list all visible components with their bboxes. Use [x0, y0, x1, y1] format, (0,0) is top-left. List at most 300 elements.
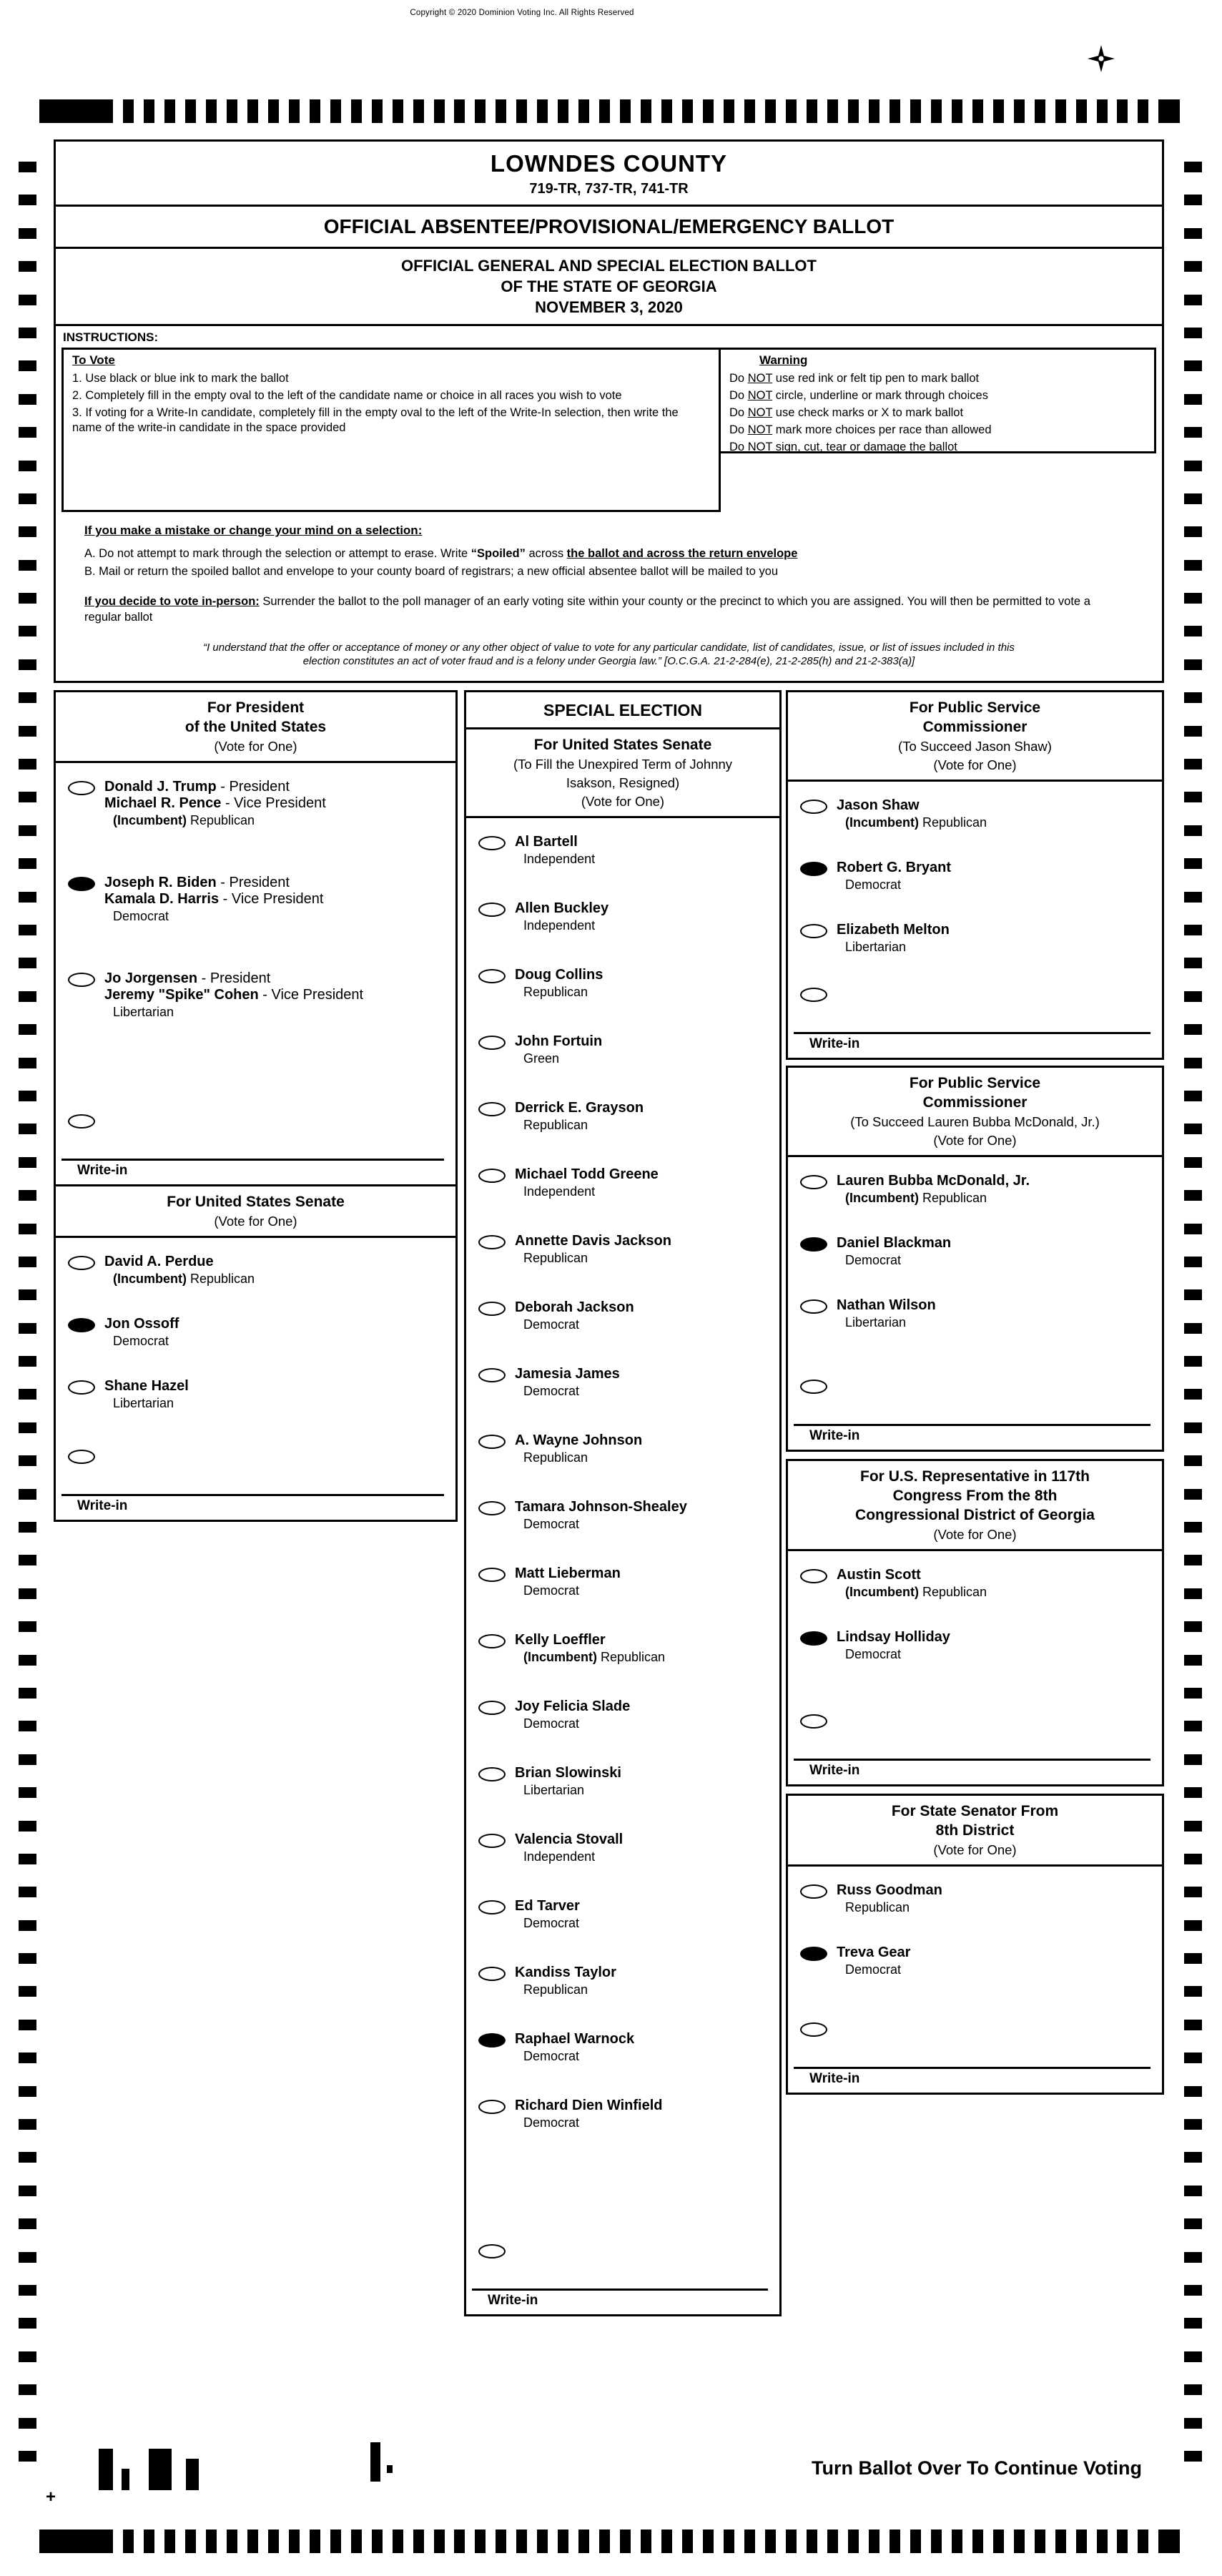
timing-mark	[372, 2530, 383, 2553]
timing-mark	[310, 99, 320, 123]
candidate-info	[104, 1316, 179, 1350]
candidate-info	[837, 860, 951, 893]
candidate-name: Joy Felicia Slade	[515, 1699, 631, 1714]
timing-mark	[1035, 2530, 1045, 2553]
timing-mark	[19, 1422, 36, 1433]
ballot-oval-empty[interactable]	[800, 1714, 827, 1729]
ballot-oval-empty[interactable]	[478, 836, 506, 850]
candidate-info	[515, 1565, 621, 1599]
ballot-oval-empty[interactable]	[478, 1102, 506, 1116]
write-in-label: Write-in	[794, 1424, 1150, 1445]
timing-mark	[1184, 560, 1202, 571]
candidate-info	[104, 970, 363, 1021]
candidate-row	[466, 834, 779, 867]
ballot-oval-empty[interactable]	[478, 1834, 506, 1848]
timing-mark	[1184, 526, 1202, 537]
timing-mark	[19, 2252, 36, 2263]
timing-mark	[620, 2530, 631, 2553]
election-title-section	[56, 249, 1162, 326]
timing-mark	[1184, 2451, 1202, 2462]
timing-mark	[910, 2530, 921, 2553]
timing-mark	[372, 99, 383, 123]
candidate-row	[466, 2031, 779, 2065]
timing-mark	[765, 99, 776, 123]
contest-header	[56, 1186, 455, 1238]
ballot-oval-filled[interactable]	[478, 2033, 506, 2047]
ballot-oval-empty[interactable]	[68, 1450, 95, 1464]
candidate-row	[466, 1632, 779, 1666]
timing-mark	[289, 99, 300, 123]
timing-mark	[1035, 99, 1045, 123]
timing-mark	[19, 1257, 36, 1267]
candidate-name: Ed Tarver	[515, 1898, 580, 1914]
timing-mark	[1184, 1588, 1202, 1599]
candidate-name: Deborah Jackson	[515, 1299, 634, 1315]
timing-mark	[1184, 1854, 1202, 1864]
timing-mark	[19, 1091, 36, 1101]
timing-mark	[1184, 1190, 1202, 1201]
timing-mark	[330, 99, 341, 123]
candidate-name: Shane Hazel	[104, 1378, 189, 1394]
write-in-space[interactable]	[788, 1394, 1162, 1424]
not-emphasis: NOT	[747, 441, 773, 453]
candidate-info	[515, 1299, 634, 1333]
write-in-oval-row	[788, 985, 1162, 1002]
candidate-name: Jon Ossoff	[104, 1316, 179, 1332]
not-emphasis: NOT	[747, 372, 773, 385]
timing-mark	[682, 2530, 693, 2553]
candidate-row	[466, 1166, 779, 1200]
alignment-bar	[99, 2449, 113, 2490]
contest-header	[788, 1461, 1162, 1551]
timing-mark	[516, 2530, 527, 2553]
timing-mark	[247, 2530, 258, 2553]
timing-mark	[19, 2285, 36, 2296]
timing-mark	[869, 99, 879, 123]
write-in-space[interactable]	[56, 1129, 455, 1159]
timing-mark	[19, 360, 36, 371]
timing-mark	[1184, 1389, 1202, 1400]
timing-mark	[807, 99, 817, 123]
election-date: NOVEMBER 3, 2020	[535, 298, 683, 316]
timing-mark	[393, 2530, 403, 2553]
timing-mark	[434, 2530, 445, 2553]
timing-mark	[351, 99, 362, 123]
timing-mark	[19, 493, 36, 504]
candidate-row	[466, 1366, 779, 1400]
timing-mark	[1184, 2119, 1202, 2130]
in-person-instruction	[84, 594, 1113, 625]
ballot-oval-empty[interactable]	[800, 1299, 827, 1314]
timing-mark	[1097, 2530, 1108, 2553]
timing-mark	[1014, 2530, 1025, 2553]
ballot-oval-empty[interactable]	[800, 988, 827, 1002]
write-in-label: Write-in	[61, 1159, 444, 1180]
timing-mark	[1184, 360, 1202, 371]
timing-mark	[1184, 1489, 1202, 1500]
ballot-oval-empty[interactable]	[478, 1501, 506, 1515]
timing-mark	[185, 2530, 196, 2553]
ballot-oval-empty[interactable]	[478, 903, 506, 917]
ballot-oval-empty[interactable]	[478, 1967, 506, 1981]
candidate-party: Democrat	[845, 1647, 902, 1661]
ballot-oval-empty[interactable]	[800, 1175, 827, 1189]
timing-mark	[185, 99, 196, 123]
write-in-space[interactable]	[788, 1002, 1162, 1032]
candidate-name: Derrick E. Grayson	[515, 1100, 644, 1116]
timing-mark	[1184, 1953, 1202, 1964]
candidate-row	[788, 922, 1162, 955]
ballot-oval-filled[interactable]	[68, 877, 95, 891]
timing-mark	[848, 2530, 859, 2553]
timing-mark	[19, 1887, 36, 1897]
candidate-name: John Fortuin	[515, 1033, 603, 1049]
ballot-oval-filled[interactable]	[800, 1237, 827, 1252]
timing-mark	[19, 1058, 36, 1068]
ballot-oval-empty[interactable]	[478, 2244, 506, 2258]
timing-mark	[475, 99, 486, 123]
ballot-oval-empty[interactable]	[800, 1380, 827, 1394]
contest-title: 8th District	[935, 1822, 1015, 1839]
ballot-oval-empty[interactable]	[800, 1569, 827, 1583]
candidate-row	[56, 1254, 455, 1287]
timing-mark	[1184, 2053, 1202, 2063]
ballot-oval-filled[interactable]	[68, 1318, 95, 1332]
timing-mark	[1184, 626, 1202, 636]
timing-mark	[413, 2530, 424, 2553]
write-in-oval-row	[788, 2020, 1162, 2037]
vote-for-instruction: (Vote for One)	[214, 1214, 297, 1229]
timing-mark	[1055, 99, 1066, 123]
timing-mark	[578, 2530, 589, 2553]
timing-mark	[1184, 2186, 1202, 2196]
write-in-label: Write-in	[794, 1759, 1150, 1780]
timing-mark	[1184, 394, 1202, 405]
precinct-codes: 719-TR, 737-TR, 741-TR	[529, 181, 689, 197]
candidate-row	[466, 1299, 779, 1333]
candidate-name: Tamara Johnson-Shealey	[515, 1499, 687, 1515]
timing-mark	[19, 1190, 36, 1201]
write-in-section	[56, 1112, 455, 1184]
timing-mark	[19, 1323, 36, 1334]
timing-mark	[330, 2530, 341, 2553]
candidate-party: (Incumbent) Republican	[523, 1650, 666, 1664]
instructions-section	[56, 326, 1162, 681]
candidate-name: Lindsay Holliday	[837, 1629, 950, 1645]
candidate-info	[837, 1567, 987, 1601]
timing-mark	[599, 99, 610, 123]
ballot-oval-empty[interactable]	[800, 2022, 827, 2037]
ballot-column-3	[786, 690, 1164, 2095]
candidate-info	[104, 779, 326, 829]
vote-for-instruction: (Vote for One)	[933, 757, 1017, 772]
timing-mark	[19, 228, 36, 239]
candidate-info	[837, 922, 950, 955]
candidate-row	[466, 1100, 779, 1134]
timing-mark	[1184, 1124, 1202, 1134]
candidate-info	[515, 900, 608, 934]
timing-mark	[123, 99, 134, 123]
candidate-party: Democrat	[523, 1384, 580, 1398]
candidate-name: Michael Todd Greene	[515, 1166, 659, 1182]
timing-mark	[1138, 99, 1148, 123]
ballot-type-title: OFFICIAL ABSENTEE/PROVISIONAL/EMERGENCY BALLOT	[323, 215, 895, 237]
timing-mark	[19, 1157, 36, 1168]
ballot-oval-filled[interactable]	[800, 1631, 827, 1646]
timing-mark	[454, 2530, 465, 2553]
timing-mark	[1184, 1887, 1202, 1897]
ballot-oval-empty[interactable]	[478, 1169, 506, 1183]
timing-mark	[39, 99, 113, 123]
ballot-oval-empty[interactable]	[68, 973, 95, 987]
ballot-oval-empty[interactable]	[478, 2100, 506, 2114]
timing-mark	[19, 1821, 36, 1832]
write-in-oval-row	[56, 1112, 455, 1129]
write-in-space[interactable]	[56, 1464, 455, 1494]
ballot-oval-empty[interactable]	[800, 1884, 827, 1899]
timing-mark	[1184, 2351, 1202, 2362]
warning-title: Warning	[759, 353, 808, 367]
candidate-name: Treva Gear	[837, 1945, 911, 1960]
timing-mark	[1184, 1058, 1202, 1068]
alignment-bar	[122, 2469, 129, 2490]
timing-mark	[1184, 1821, 1202, 1832]
candidate-party: Libertarian	[845, 940, 907, 954]
timing-mark	[19, 2086, 36, 2097]
in-person-lead: If you decide to vote in-person:	[84, 595, 260, 608]
mistake-a-spoiled: “Spoiled”	[470, 547, 526, 560]
timing-mark	[807, 2530, 817, 2553]
timing-mark	[516, 99, 527, 123]
timing-mark	[993, 99, 1004, 123]
candidate-party: Republican	[523, 1450, 588, 1465]
timing-mark	[19, 825, 36, 836]
candidate-party: Independent	[523, 852, 596, 866]
timing-mark	[1184, 726, 1202, 737]
ballot-type-section	[56, 207, 1162, 249]
candidate-row	[466, 1898, 779, 1932]
timing-mark	[1184, 1024, 1202, 1035]
ballot-oval-empty[interactable]	[478, 1435, 506, 1449]
candidate-row	[466, 2098, 779, 2131]
candidate-info	[104, 875, 323, 925]
candidate-party: Democrat	[845, 877, 902, 892]
alignment-bar	[149, 2449, 172, 2490]
warning-item: Do NOT mark more choices per race than allowed	[729, 423, 992, 436]
candidate-party: Republican	[523, 985, 588, 999]
candidate-party: Libertarian	[113, 1396, 174, 1410]
candidate-party: Democrat	[113, 909, 169, 923]
timing-mark	[19, 560, 36, 571]
timing-mark	[1184, 1754, 1202, 1765]
candidate-name: Daniel Blackman	[837, 1235, 952, 1251]
ballot-oval-filled[interactable]	[800, 862, 827, 876]
ballot-oval-filled[interactable]	[800, 1947, 827, 1961]
candidate-name: Michael R. Pence - Vice President	[104, 795, 326, 811]
not-emphasis: NOT	[747, 406, 773, 419]
timing-mark	[227, 99, 237, 123]
candidate-party: Independent	[523, 1849, 596, 1864]
ballot-oval-empty[interactable]	[68, 1114, 95, 1129]
timing-col-left	[19, 162, 36, 2462]
alignment-bar	[370, 2442, 380, 2482]
ballot-oval-empty[interactable]	[478, 1900, 506, 1914]
candidate-party: Democrat	[523, 1916, 580, 1930]
timing-mark	[19, 2152, 36, 2163]
vote-for-instruction: (Vote for One)	[933, 1527, 1017, 1542]
timing-mark	[1184, 792, 1202, 802]
write-in-space[interactable]	[466, 2258, 779, 2289]
ballot-oval-empty[interactable]	[478, 1368, 506, 1382]
timing-mark	[1055, 2530, 1066, 2553]
legal-notice	[61, 641, 1156, 668]
ballot-oval-empty[interactable]	[478, 1634, 506, 1648]
ballot-oval-empty[interactable]	[478, 1701, 506, 1715]
candidate-row	[56, 1316, 455, 1350]
timing-mark	[19, 2318, 36, 2329]
ballot-oval-empty[interactable]	[68, 781, 95, 795]
candidate-row	[788, 797, 1162, 831]
candidate-name: Matt Lieberman	[515, 1565, 621, 1581]
candidate-info	[515, 1033, 602, 1067]
contest-box	[786, 1066, 1164, 1452]
mistake-a-emphasis: the ballot and across the return envelope	[566, 547, 798, 560]
candidate-party: Republican	[523, 1251, 588, 1265]
timing-mark	[1184, 1289, 1202, 1300]
timing-mark	[19, 593, 36, 604]
timing-mark	[703, 99, 714, 123]
ballot-oval-empty[interactable]	[478, 1568, 506, 1582]
timing-mark	[19, 526, 36, 537]
contest-header	[788, 1068, 1162, 1157]
ballot-oval-empty[interactable]	[478, 969, 506, 983]
candidate-name: Jeremy "Spike" Cohen - Vice President	[104, 987, 364, 1003]
timing-mark	[827, 99, 838, 123]
ballot-oval-empty[interactable]	[478, 1767, 506, 1781]
write-in-section	[788, 985, 1162, 1058]
timing-mark	[19, 925, 36, 935]
write-in-oval-row	[56, 1447, 455, 1464]
timing-mark	[19, 1688, 36, 1699]
timing-mark	[19, 162, 36, 172]
ballot-oval-empty[interactable]	[478, 1302, 506, 1316]
ballot-oval-empty[interactable]	[68, 1256, 95, 1270]
candidate-party: Democrat	[113, 1334, 169, 1348]
timing-mark	[19, 792, 36, 802]
candidate-name: Brian Slowinski	[515, 1765, 621, 1781]
timing-mark	[19, 1356, 36, 1367]
candidate-info	[837, 1629, 950, 1663]
candidate-info	[515, 834, 595, 867]
write-in-oval-row	[466, 2242, 779, 2258]
timing-mark	[19, 659, 36, 670]
timing-mark	[1184, 1257, 1202, 1267]
timing-mark	[206, 2530, 217, 2553]
candidate-info	[837, 1945, 910, 1978]
timing-mark	[1184, 195, 1202, 205]
timing-mark	[454, 99, 465, 123]
instructions-label: INSTRUCTIONS:	[63, 330, 159, 344]
write-in-space[interactable]	[788, 1729, 1162, 1759]
ballot-oval-empty[interactable]	[68, 1380, 95, 1395]
contest-subtitle: Isakson, Resigned)	[566, 775, 680, 790]
timing-mark	[19, 1721, 36, 1731]
contest-title: Congressional District of Georgia	[855, 1507, 1095, 1523]
timing-mark	[1184, 493, 1202, 504]
timing-mark	[1158, 99, 1180, 123]
timing-mark	[19, 1920, 36, 1931]
ballot-oval-empty[interactable]	[800, 800, 827, 814]
contest-title: Commissioner	[922, 719, 1028, 735]
timing-mark	[1158, 2530, 1180, 2553]
copyright-text: Copyright © 2020 Dominion Voting Inc. All Rights Reserved	[410, 9, 634, 17]
timing-mark	[19, 2186, 36, 2196]
timing-mark	[1184, 2285, 1202, 2296]
candidate-name: Richard Dien Winfield	[515, 2098, 663, 2113]
candidate-info	[515, 2031, 634, 2065]
warning-list	[729, 371, 1145, 455]
contest-title: For Public Service	[909, 1075, 1041, 1091]
timing-mark	[19, 2053, 36, 2063]
timing-mark	[910, 99, 921, 123]
contest-box	[54, 1186, 458, 1522]
timing-mark	[19, 2351, 36, 2362]
timing-mark	[952, 99, 962, 123]
candidate-row	[788, 1945, 1162, 1978]
candidate-row	[56, 970, 455, 1021]
contest-box	[464, 690, 782, 2316]
timing-mark	[19, 1224, 36, 1234]
timing-mark	[19, 261, 36, 272]
write-in-section	[56, 1447, 455, 1520]
registration-mark-icon	[1087, 44, 1115, 73]
candidate-party: Libertarian	[523, 1783, 585, 1797]
ballot-oval-empty[interactable]	[800, 924, 827, 938]
candidate-info	[837, 1297, 936, 1331]
mistake-a-text: A. Do not attempt to mark through the selection or attempt to erase. Write	[84, 547, 471, 560]
candidate-party: Democrat	[523, 1716, 580, 1731]
candidate-name: Robert G. Bryant	[837, 860, 952, 875]
write-in-space[interactable]	[788, 2037, 1162, 2067]
timing-mark	[1184, 328, 1202, 338]
to-vote-item: 1. Use black or blue ink to mark the ballot	[72, 372, 289, 385]
contest-title: Congress From the 8th	[892, 1488, 1058, 1504]
vote-for-instruction: (Vote for One)	[581, 794, 665, 809]
candidate-info	[515, 1100, 644, 1134]
write-in-label: Write-in	[794, 2067, 1150, 2088]
candidate-party: (Incumbent) Republican	[845, 815, 987, 830]
ballot-oval-empty[interactable]	[478, 1235, 506, 1249]
candidate-name: Joseph R. Biden - President	[104, 875, 290, 890]
write-in-label: Write-in	[61, 1494, 444, 1515]
timing-mark	[1138, 2530, 1148, 2553]
timing-mark	[1184, 1422, 1202, 1433]
candidate-row	[466, 900, 779, 934]
timing-mark	[123, 2530, 134, 2553]
candidate-party: Republican	[523, 1982, 588, 1997]
contest-title: For United States Senate	[167, 1194, 345, 1210]
write-in-section	[466, 2242, 779, 2314]
candidate-party: (Incumbent) Republican	[113, 813, 255, 827]
candidate-info	[837, 1173, 1030, 1206]
timing-mark	[661, 2530, 672, 2553]
candidate-party: Libertarian	[845, 1315, 907, 1329]
candidate-name: Raphael Warnock	[515, 2031, 635, 2047]
contest-title: For President	[207, 699, 305, 716]
candidate-name: Valencia Stovall	[515, 1832, 624, 1847]
ballot-oval-empty[interactable]	[478, 1036, 506, 1050]
candidate-info	[104, 1378, 189, 1412]
